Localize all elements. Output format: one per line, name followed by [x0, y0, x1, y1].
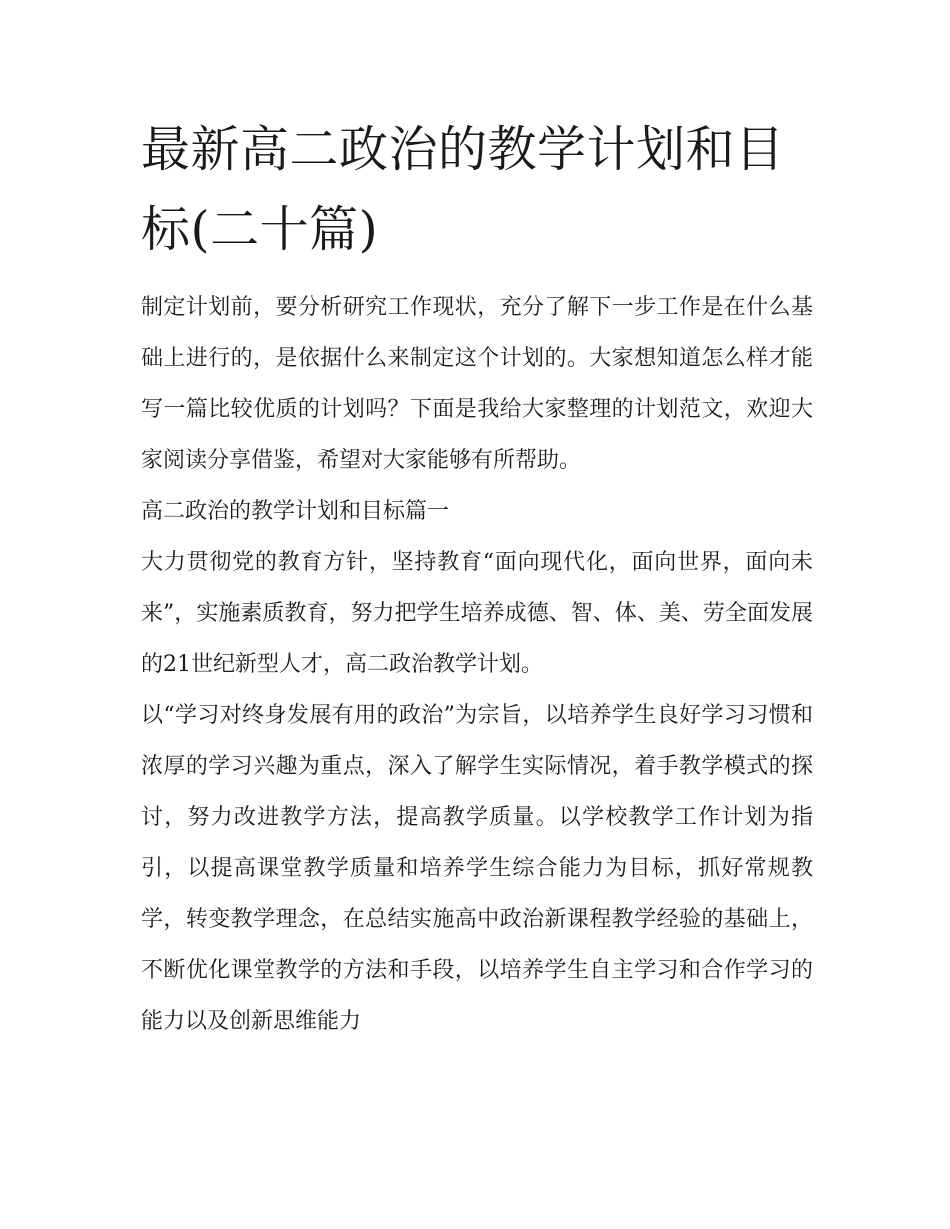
document-title: 最新高二政治的教学计划和目标(二十篇)	[141, 121, 785, 258]
body-paragraph-1: 大力贯彻党的教育方针，坚持教育“面向现代化，面向世界，面向未来”，实施素质教育，努力把学生培养成德、智、体、美、劳全面发展的21世纪新型人才，高二政治教学计划。	[141, 550, 813, 677]
section-heading: 高二政治的教学计划和目标篇一	[141, 499, 450, 524]
body-paragraph-2: 以“学习对终身发展有用的政治”为宗旨，以培养学生良好学习习惯和浓厚的学习兴趣为重点，深入了解学生实际情况，着手教学模式的探讨，努力改进教学方法，提高教学质量。以学校教学工作计划为指引，以提高课堂教学质量和培养学生综合能力为目标，抓好常规教学，转变教学理念，在总结实施高中政治新课程教学经验的基础上，不断优化课堂教学的方法和手段，以培养学生自主学习和合作学习的能力以及创新思维能力	[141, 703, 813, 1034]
document-page	[141, 110, 813, 1047]
intro-paragraph: 制定计划前，要分析研究工作现状，充分了解下一步工作是在什么基础上进行的，是依据什么来制定这个计划的。大家想知道怎么样才能写一篇比较优质的计划吗？下面是我给大家整理的计划范文，欢迎大家阅读分享借鉴，希望对大家能够有所帮助。	[141, 295, 813, 473]
